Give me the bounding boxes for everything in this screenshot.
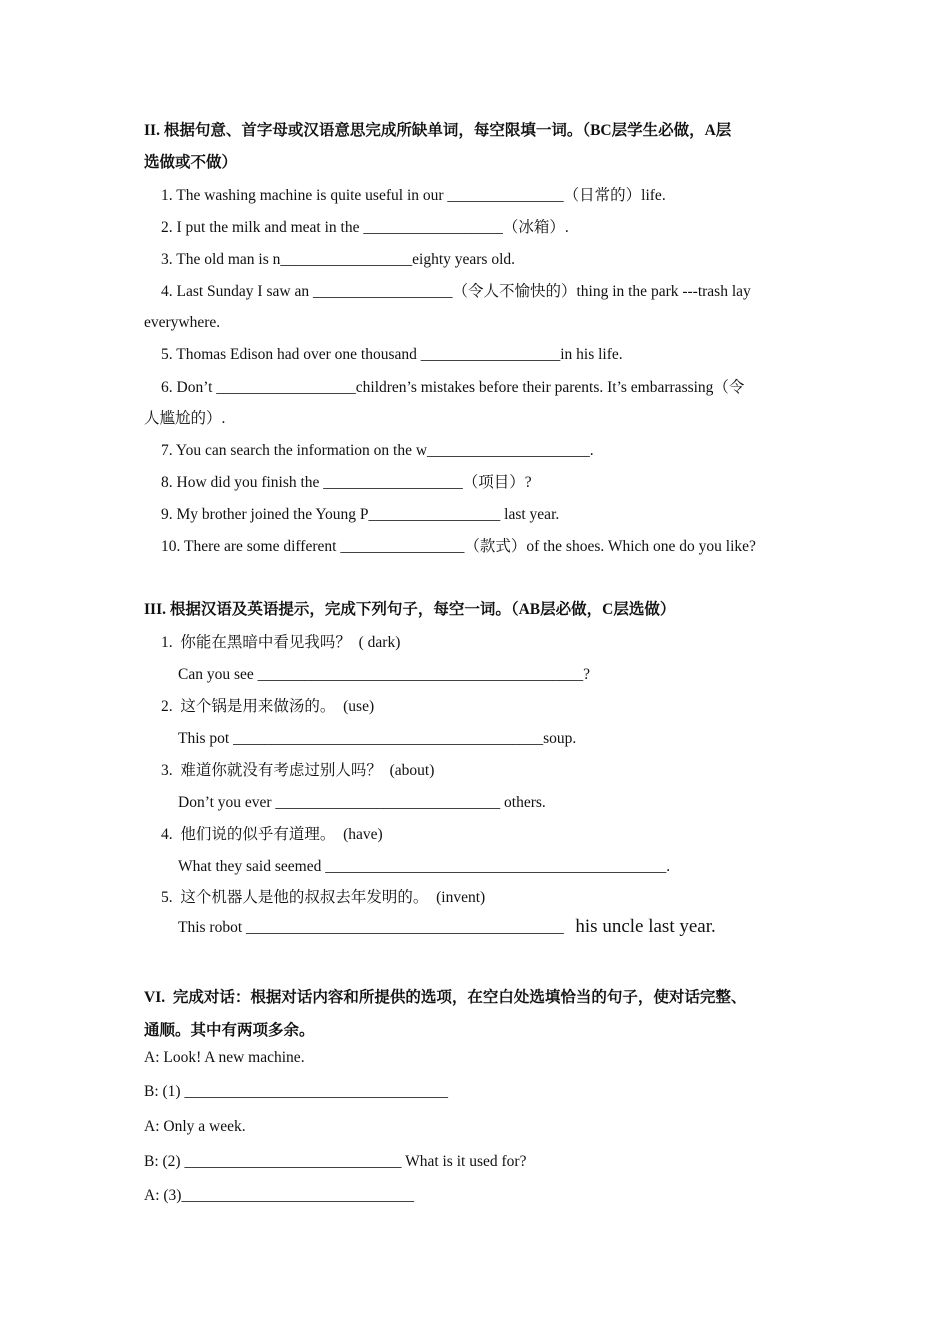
section-2-heading-line-2: 选做或不做） (144, 154, 238, 171)
section-3-heading: III. 根据汉语及英语提示，完成下列句子，每空一词。（AB层必做，C层选做） (144, 601, 676, 618)
section-2-item-5: 5. Thomas Edison had over one thousand __________________in his life. (161, 346, 623, 363)
section-3-item-4-chinese: 4. 他们说的似乎有道理。 (have) (161, 826, 383, 843)
section-3-item-1-english: Can you see __________________________________________? (178, 666, 591, 683)
section-2-item-6-cont: 人尴尬的）. (144, 410, 226, 427)
dialogue-line-3: A: Only a week. (144, 1118, 246, 1135)
section-3-item-3-chinese: 3. 难道你就没有考虑过别人吗？ (about) (161, 762, 435, 779)
section-6-heading-line-2: 通顺。其中有两项多余。 (144, 1022, 315, 1039)
section-2-item-2: 2. I put the milk and meat in the __________________（冰箱）. (161, 219, 569, 236)
dialogue-line-4: B: (2) ____________________________ What is it used for? (144, 1153, 527, 1170)
section-2-item-4: 4. Last Sunday I saw an __________________（令人不愉快的）thing in the park ---trash lay (161, 283, 751, 300)
dialogue-line-1: A: Look! A new machine. (144, 1049, 305, 1066)
section-3-item-2-chinese: 2. 这个锅是用来做汤的。 (use) (161, 698, 375, 715)
dialogue-line-5: A: (3)______________________________ (144, 1187, 414, 1204)
section-2-item-4-cont: everywhere. (144, 314, 221, 331)
section-3-item-4-english: What they said seemed ____________________________________________. (178, 858, 671, 875)
section-3-item-1-chinese: 1. 你能在黑暗中看见我吗？ ( dark) (161, 634, 401, 651)
section-2-item-7: 7. You can search the information on the w_____________________. (161, 442, 594, 459)
section-3-item-5-chinese: 5. 这个机器人是他的叔叔去年发明的。 (invent) (161, 889, 486, 906)
section-2-item-6: 6. Don’t __________________children’s mistakes before their parents. It’s embarrassing（令 (161, 379, 745, 396)
section-2-item-3: 3. The old man is n_________________eighty years old. (161, 251, 516, 268)
section-2-item-10: 10. There are some different ________________（款式）of the shoes. Which one do you like? (161, 538, 756, 555)
section-6-heading-line-1: VI. 完成对话：根据对话内容和所提供的选项，在空白处选填恰当的句子，使对话完整、 (144, 989, 747, 1006)
section-2-item-1: 1. The washing machine is quite useful in our _______________（日常的）life. (161, 187, 666, 204)
dialogue-line-2: B: (1) __________________________________ (144, 1083, 448, 1100)
section-3-item-5-english (178, 917, 716, 938)
section-2-heading-line-1: II. 根据句意、首字母或汉语意思完成所缺单词，每空限填一词。（BC层学生必做，A层 (144, 122, 732, 139)
section-3-item-5-english-tail: his uncle last year. (575, 916, 716, 937)
section-2-item-9: 9. My brother joined the Young P_________________ last year. (161, 506, 560, 523)
section-3-item-2-english: This pot ________________________________________soup. (178, 730, 577, 747)
section-3-item-3-english: Don’t you ever _____________________________ others. (178, 794, 546, 811)
section-2-item-8: 8. How did you finish the __________________（项目）? (161, 474, 532, 491)
section-3-item-5-english-blank: This robot _________________________________________ (178, 919, 564, 936)
